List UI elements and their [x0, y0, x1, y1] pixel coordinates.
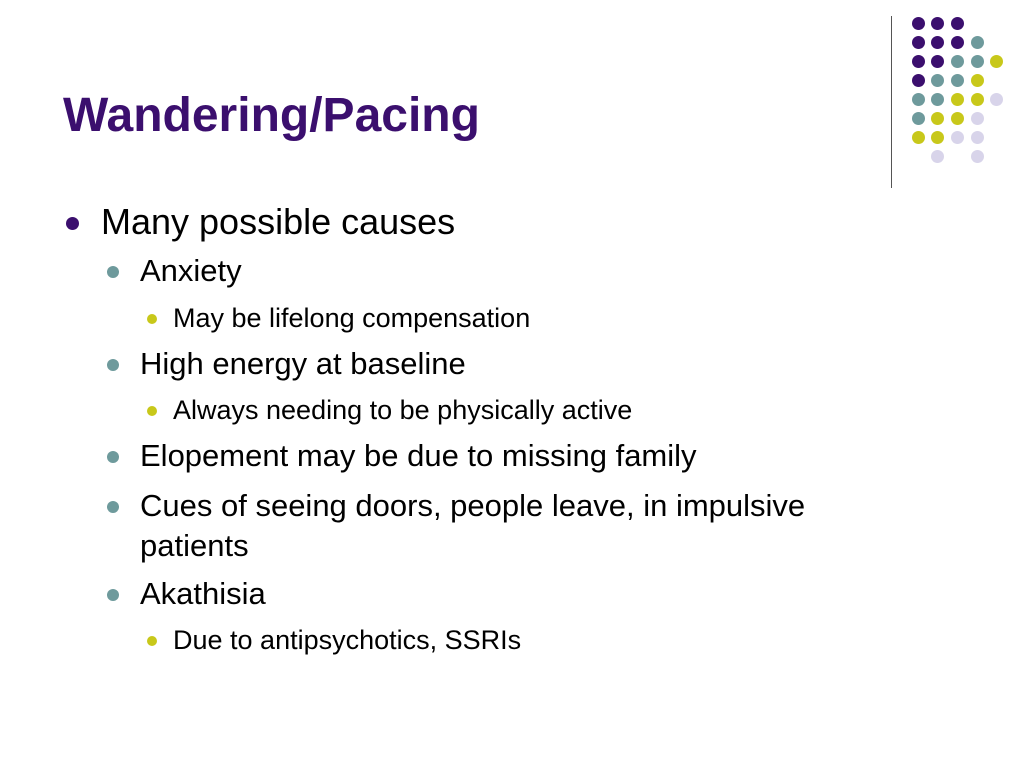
bullet-dot-icon — [147, 314, 157, 324]
decorative-dot-icon — [951, 55, 964, 68]
bullet-dot-icon — [66, 217, 79, 230]
decorative-dot-icon — [971, 150, 984, 163]
bullet-item-level3 — [173, 394, 632, 426]
decorative-dot-icon — [912, 55, 925, 68]
decorative-dot-icon — [971, 55, 984, 68]
bullet-item-level2 — [140, 344, 466, 384]
decorative-dot-icon — [931, 131, 944, 144]
bullet-text: patients — [140, 528, 249, 563]
bullet-text: Always needing to be physically active — [173, 395, 633, 425]
bullet-text: May be lifelong compensation — [173, 303, 531, 333]
bullet-dot-icon — [147, 636, 157, 646]
bullet-dot-icon — [107, 589, 119, 601]
decorative-dot-icon — [931, 112, 944, 125]
decorative-dot-icon — [931, 93, 944, 106]
decorative-dot-icon — [951, 93, 964, 106]
decorative-dot-icon — [912, 74, 925, 87]
decorative-dot-icon — [951, 17, 964, 30]
bullet-dot-icon — [107, 359, 119, 371]
bullet-dot-icon — [107, 266, 119, 278]
bullet-item-continuation — [140, 526, 249, 566]
bullet-item-level3 — [173, 302, 530, 334]
bullet-dot-icon — [107, 451, 119, 463]
decorative-dot-icon — [971, 93, 984, 106]
decorative-dot-icon — [931, 74, 944, 87]
decorative-dot-icon — [990, 93, 1003, 106]
decorative-dot-icon — [951, 131, 964, 144]
decorative-dot-icon — [912, 131, 925, 144]
decorative-dot-icon — [951, 36, 964, 49]
bullet-dot-icon — [107, 501, 119, 513]
decorative-dot-icon — [912, 36, 925, 49]
bullet-item-level2 — [140, 436, 697, 476]
decorative-dot-icon — [931, 17, 944, 30]
bullet-text: Due to antipsychotics, SSRIs — [173, 625, 522, 655]
slide-title: Wandering/Pacing — [63, 89, 480, 142]
decorative-dot-icon — [990, 55, 1003, 68]
decorative-dot-icon — [912, 112, 925, 125]
bullet-item-level3 — [173, 624, 521, 656]
bullet-item-level1 — [101, 201, 455, 242]
bullet-text: Akathisia — [140, 576, 266, 611]
decorative-dot-icon — [931, 36, 944, 49]
decorative-dot-icon — [912, 93, 925, 106]
decorative-dot-icon — [971, 36, 984, 49]
bullet-item-level2 — [140, 251, 242, 291]
bullet-item-level2 — [140, 486, 805, 526]
bullet-dot-icon — [147, 406, 157, 416]
decorative-dot-icon — [951, 74, 964, 87]
decorative-dot-icon — [931, 55, 944, 68]
bullet-text: Many possible causes — [101, 201, 456, 242]
bullet-text: Elopement may be due to missing family — [140, 438, 697, 473]
decorative-dot-icon — [931, 150, 944, 163]
bullet-text: Anxiety — [140, 253, 242, 288]
decorative-dot-icon — [971, 131, 984, 144]
decorative-dot-icon — [971, 74, 984, 87]
bullet-item-level2 — [140, 574, 266, 614]
decorative-dot-icon — [971, 112, 984, 125]
bullet-text: High energy at baseline — [140, 346, 466, 381]
decorative-dot-icon — [951, 112, 964, 125]
bullet-text: Cues of seeing doors, people leave, in impulsive — [140, 488, 806, 523]
decorative-dot-icon — [912, 17, 925, 30]
